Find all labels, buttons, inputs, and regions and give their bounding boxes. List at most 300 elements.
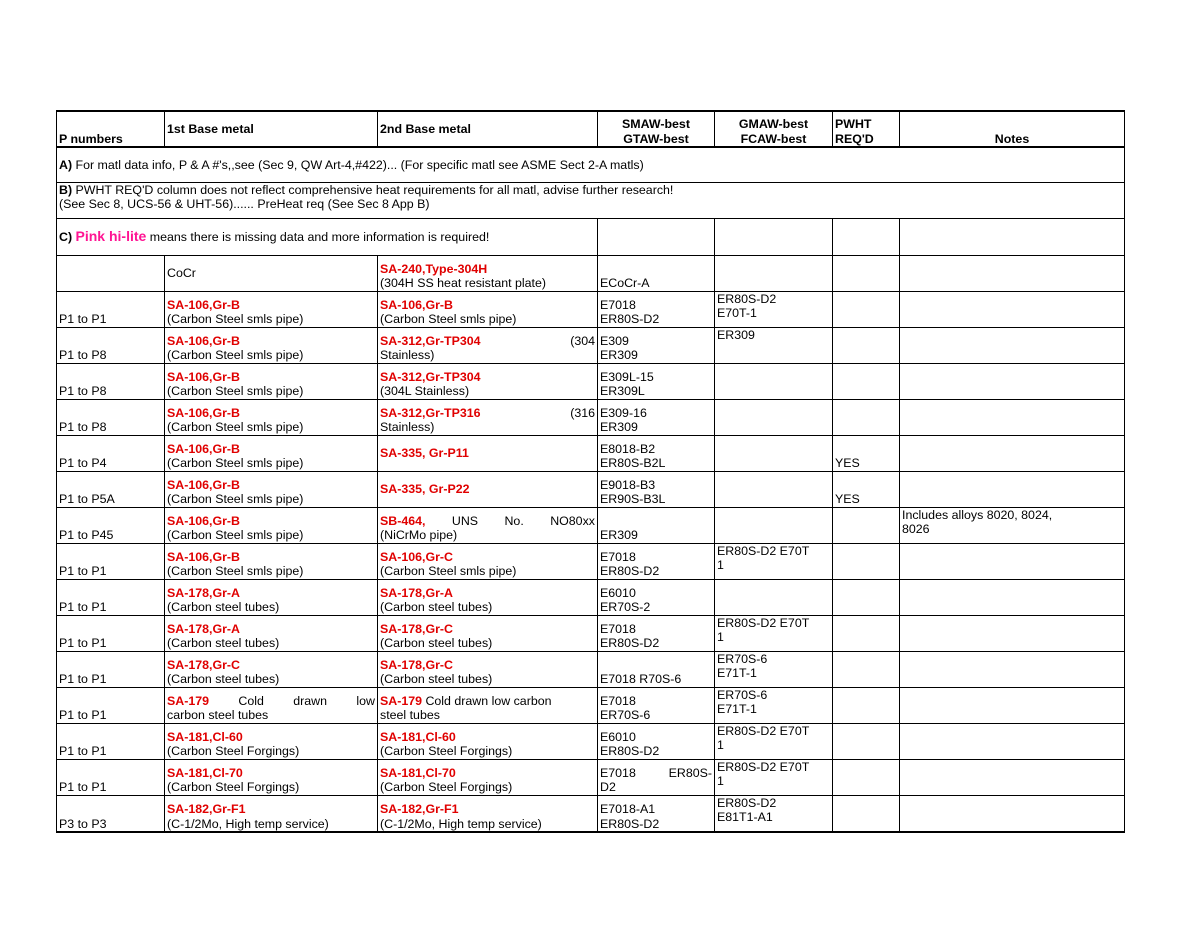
smaw-gtaw-cell	[598, 687, 715, 723]
table-row	[57, 579, 1125, 615]
base-metal-1-cell	[165, 399, 378, 435]
pwht-label: PWHT	[835, 117, 872, 132]
base-metal-2-spec: SA-106,Gr-B	[380, 297, 453, 312]
pwht-cell	[833, 507, 900, 543]
smaw-gtaw-cell	[598, 579, 715, 615]
smaw-filler: ER309	[600, 528, 638, 543]
base-metal-1-spec: SA-106,Gr-B	[167, 333, 240, 348]
gtaw-filler: ER80S-D2	[600, 564, 660, 579]
note-b-text-2: (See Sec 8, UCS-56 & UHT-56)...... PreHeat req (See Sec 8 App B)	[59, 196, 430, 211]
smaw-filler-tail: ER80S-	[668, 765, 712, 780]
base-metal-2-cell	[378, 615, 598, 651]
gmaw-fcaw-cell	[715, 543, 833, 579]
smaw-gtaw-cell	[598, 255, 715, 291]
fcaw-label: FCAW-best	[740, 131, 807, 146]
base-metal-2-spec: SA-106,Gr-C	[380, 549, 453, 564]
col-header-gmaw-fcaw	[715, 111, 833, 147]
p-number-cell	[57, 507, 165, 543]
base-metal-1-spec-word: low	[356, 693, 375, 708]
p-number-cell	[57, 579, 165, 615]
empty-cell	[715, 218, 833, 255]
gmaw-filler: ER70S-6	[717, 687, 768, 702]
p-number-cell	[57, 255, 165, 291]
gmaw-fcaw-cell	[715, 327, 833, 363]
base-metal-2-cell	[378, 651, 598, 687]
base-metal-1-desc: (Carbon Steel smls pipe)	[167, 420, 304, 435]
notes-cell	[900, 795, 1125, 832]
fcaw-filler: E71T-1	[717, 665, 757, 680]
base-metal-2-spec: SA-181,Cl-70	[380, 765, 456, 780]
note-a-label: A)	[59, 157, 73, 172]
note-c-label: C)	[59, 229, 73, 244]
gmaw-fcaw-cell	[715, 363, 833, 399]
fcaw-filler: 1	[717, 773, 724, 788]
table-row	[57, 507, 1125, 543]
gtaw-filler: ER80S-D2	[600, 312, 660, 327]
base-metal-2-cell	[378, 723, 598, 759]
gtaw-filler: ER70S-2	[600, 600, 651, 615]
gtaw-filler: ER80S-B2L	[600, 456, 666, 471]
p-number: P1 to P5A	[59, 492, 115, 507]
note-c-text: means there is missing data and more information is required!	[146, 229, 490, 244]
base-metal-1-cell	[165, 795, 378, 832]
base-metal-2-desc: (Carbon steel tubes)	[380, 600, 493, 615]
col-header-smaw-gtaw	[598, 111, 715, 147]
gtaw-filler: ECoCr-A	[600, 276, 650, 291]
p-number-cell	[57, 651, 165, 687]
smaw-filler: E7018	[600, 549, 636, 564]
base-metal-2-spec: SB-464,	[380, 513, 426, 528]
p-number-cell	[57, 795, 165, 832]
base-metal-1-cell	[165, 327, 378, 363]
base-metal-2-spec: SA-178,Gr-A	[380, 585, 453, 600]
gtaw-filler: ER309	[600, 348, 638, 363]
base-metal-1-spec-line	[167, 694, 375, 708]
smaw-filler: E6010	[600, 729, 636, 744]
note-line: Includes alloys 8020, 8024,	[902, 507, 1053, 522]
gmaw-filler: ER80S-D2	[717, 291, 777, 306]
gmaw-fcaw-cell	[715, 255, 833, 291]
base-metal-2-spec: SA-179	[380, 693, 423, 708]
smaw-line	[600, 766, 712, 780]
gmaw-fcaw-cell	[715, 471, 833, 507]
table-row	[57, 291, 1125, 327]
base-metal-2-desc: (Carbon Steel Forgings)	[380, 780, 513, 795]
table-row	[57, 723, 1125, 759]
smaw-gtaw-cell	[598, 327, 715, 363]
p-number: P1 to P1	[59, 312, 107, 327]
gmaw-filler: ER309	[717, 327, 755, 342]
base-metal-2-spec-word: UNS	[451, 513, 479, 528]
base-metal-2-spec-word: No.	[504, 513, 524, 528]
base-metal-2-spec: SA-240,Type-304H	[380, 261, 488, 276]
p-number-cell	[57, 687, 165, 723]
pwht-value: YES	[835, 456, 860, 471]
gmaw-filler: ER80S-D2 E70T	[717, 615, 810, 630]
base-metal-1-cell	[165, 435, 378, 471]
table-row	[57, 435, 1125, 471]
base-metal-2-spec-line	[380, 514, 595, 528]
notes-cell	[900, 579, 1125, 615]
base-metal-1-spec-word: Cold	[238, 693, 264, 708]
base-metal-2-desc: (Carbon Steel smls pipe)	[380, 312, 517, 327]
table-row	[57, 615, 1125, 651]
smaw-gtaw-cell	[598, 651, 715, 687]
note-c-highlight: Pink hi-lite	[75, 227, 147, 244]
base-metal-1-desc: carbon steel tubes	[167, 708, 269, 723]
notes-cell	[900, 651, 1125, 687]
notes-cell	[900, 327, 1125, 363]
pwht-cell	[833, 399, 900, 435]
gtaw-filler: ER90S-B3L	[600, 492, 666, 507]
p-number-cell	[57, 543, 165, 579]
base-metal-2-desc: Stainless)	[380, 348, 435, 363]
base-metal-1-cell	[165, 255, 378, 291]
base-metal-1-spec: SA-106,Gr-B	[167, 513, 240, 528]
pwht-cell	[833, 687, 900, 723]
notes-cell	[900, 435, 1125, 471]
base-metal-2-cell	[378, 579, 598, 615]
table-row	[57, 687, 1125, 723]
base-metal-2-desc: (304H SS heat resistant plate)	[380, 276, 546, 291]
base-metal-2-cell	[378, 435, 598, 471]
base-metal-1-desc: (Carbon steel tubes)	[167, 636, 280, 651]
base-metal-1-desc: (C-1/2Mo, High temp service)	[167, 816, 329, 831]
smaw-filler: E309-16	[600, 405, 647, 420]
base-metal-2-cell	[378, 687, 598, 723]
empty-cell	[900, 218, 1125, 255]
fcaw-filler: 1	[717, 629, 724, 644]
base-metal-1-spec: SA-106,Gr-B	[167, 369, 240, 384]
base-metal-1-spec-word: drawn	[293, 693, 327, 708]
pwht-cell	[833, 723, 900, 759]
base-metal-1-spec: SA-106,Gr-B	[167, 441, 240, 456]
p-number: P1 to P1	[59, 564, 107, 579]
gmaw-fcaw-cell	[715, 435, 833, 471]
empty-cell	[598, 218, 715, 255]
pwht-cell	[833, 759, 900, 795]
smaw-filler: E9018-B3	[600, 477, 656, 492]
pwht-cell	[833, 615, 900, 651]
gtaw-filler: ER80S-D2	[600, 744, 660, 759]
base-metal-2-spec-line	[380, 406, 595, 420]
base-metal-1-cell	[165, 759, 378, 795]
note-b-label: B)	[59, 182, 73, 197]
data-rows	[57, 255, 1125, 832]
reqd-label: REQ'D	[835, 131, 874, 146]
fcaw-filler: E71T-1	[717, 701, 757, 716]
base-metal-2-desc: (Carbon steel tubes)	[380, 672, 493, 687]
notes-cell	[900, 363, 1125, 399]
gmaw-fcaw-cell	[715, 399, 833, 435]
base-metal-1-desc: (Carbon Steel smls pipe)	[167, 564, 304, 579]
base-metal-2-cell	[378, 291, 598, 327]
note-a-text: For matl data info, P & A #'s,,see (Sec 9, QW Art-4,#422)... (For specific matl see ASME Sect 2-A matls)	[72, 157, 644, 172]
smaw-filler: E7018	[600, 621, 636, 636]
base-metal-1-desc: (Carbon Steel smls pipe)	[167, 312, 304, 327]
base-metal-2-desc: (C-1/2Mo, High temp service)	[380, 816, 542, 831]
smaw-label: SMAW-best	[622, 117, 690, 132]
base-metal-2-cell	[378, 399, 598, 435]
note-c-row	[57, 218, 1125, 255]
p-number-cell	[57, 471, 165, 507]
note-b-text: PWHT REQ'D column does not reflect comprehensive heat requirements for all matl, advise further research!	[72, 182, 674, 197]
pwht-cell	[833, 363, 900, 399]
gtaw-filler: D2	[600, 780, 616, 795]
base-metal-2-cell	[378, 543, 598, 579]
gmaw-fcaw-cell	[715, 759, 833, 795]
smaw-gtaw-cell	[598, 759, 715, 795]
p-number-cell	[57, 615, 165, 651]
base-metal-1-cell	[165, 687, 378, 723]
p-number: P1 to P1	[59, 636, 107, 651]
base-metal-2-cell	[378, 507, 598, 543]
smaw-gtaw-cell	[598, 723, 715, 759]
base-metal-2-desc: Stainless)	[380, 420, 435, 435]
table-row	[57, 399, 1125, 435]
gmaw-fcaw-cell	[715, 291, 833, 327]
note-a	[57, 147, 1125, 182]
base-metal-1-cell	[165, 723, 378, 759]
notes-cell	[900, 399, 1125, 435]
table-row	[57, 327, 1125, 363]
p-number: P1 to P45	[59, 528, 114, 543]
gmaw-filler: ER80S-D2 E70T	[717, 543, 810, 558]
base-metal-2-cell	[378, 759, 598, 795]
base-metal-2-spec: SA-312,Gr-TP304	[380, 333, 481, 348]
base-metal-2-spec: SA-335, Gr-P22	[380, 481, 470, 496]
note-b-row	[57, 182, 1125, 218]
base-metal-2-desc: (304L Stainless)	[380, 384, 470, 399]
smaw-gtaw-cell	[598, 795, 715, 832]
pwht-cell	[833, 543, 900, 579]
base-metal-1-cell	[165, 615, 378, 651]
gmaw-fcaw-cell	[715, 579, 833, 615]
smaw-filler: E6010	[600, 585, 636, 600]
gmaw-fcaw-cell	[715, 687, 833, 723]
smaw-gtaw-cell	[598, 399, 715, 435]
col-header-pwht	[833, 111, 900, 147]
gmaw-filler: ER70S-6	[717, 651, 768, 666]
p-number-cell	[57, 363, 165, 399]
smaw-gtaw-cell	[598, 291, 715, 327]
table-row	[57, 759, 1125, 795]
base-metal-1-spec: SA-181,Cl-60	[167, 729, 243, 744]
base-metal-1-desc: (Carbon steel tubes)	[167, 672, 280, 687]
gmaw-label: GMAW-best	[738, 117, 809, 132]
base-metal-2-cell	[378, 327, 598, 363]
gmaw-fcaw-cell	[715, 507, 833, 543]
base-metal-1-cell	[165, 651, 378, 687]
base-metal-1-cell	[165, 507, 378, 543]
p-number-cell	[57, 291, 165, 327]
fcaw-filler: E81T1-A1	[717, 809, 773, 824]
notes-cell	[900, 471, 1125, 507]
table-row	[57, 255, 1125, 291]
col-header-base-metal-2: 2nd Base metal	[378, 111, 598, 147]
p-number-cell	[57, 399, 165, 435]
table-row	[57, 795, 1125, 832]
base-metal-1-spec: SA-179	[167, 693, 210, 708]
note-line: 8026	[902, 521, 930, 536]
base-metal-1-spec: SA-106,Gr-B	[167, 549, 240, 564]
base-metal-2-spec-line	[380, 334, 595, 348]
base-metal-2-desc: (Carbon Steel smls pipe)	[380, 564, 517, 579]
fcaw-filler: 1	[717, 557, 724, 572]
base-metal-1-desc: (Carbon Steel smls pipe)	[167, 492, 304, 507]
p-number: P3 to P3	[59, 816, 107, 831]
smaw-filler: E309L-15	[600, 369, 654, 384]
base-metal-2-spec-word: NO80xx	[550, 513, 595, 528]
base-metal-1-spec: SA-106,Gr-B	[167, 477, 240, 492]
base-metal-1-spec: SA-178,Gr-A	[167, 621, 240, 636]
base-metal-1-spec: SA-106,Gr-B	[167, 405, 240, 420]
col-header-p-numbers: P numbers	[57, 111, 165, 147]
p-number: P1 to P1	[59, 744, 107, 759]
smaw-filler: E7018	[600, 297, 636, 312]
base-metal-2-spec: SA-312,Gr-TP304	[380, 369, 481, 384]
gmaw-filler: ER80S-D2 E70T	[717, 723, 810, 738]
base-metal-1-desc: (Carbon Steel smls pipe)	[167, 528, 304, 543]
base-metal-1-spec: CoCr	[167, 265, 196, 280]
smaw-filler: E7018	[600, 693, 636, 708]
gmaw-filler: ER80S-D2	[717, 795, 777, 810]
notes-cell	[900, 687, 1125, 723]
base-metal-1-desc: (Carbon Steel smls pipe)	[167, 348, 304, 363]
pwht-cell	[833, 327, 900, 363]
p-number-cell	[57, 759, 165, 795]
base-metal-1-spec: SA-178,Gr-A	[167, 585, 240, 600]
smaw-gtaw-cell	[598, 471, 715, 507]
note-a-row	[57, 147, 1125, 182]
base-metal-2-cell	[378, 471, 598, 507]
gtaw-filler: E7018 R70S-6	[600, 672, 682, 687]
base-metal-1-desc: (Carbon Steel Forgings)	[167, 780, 300, 795]
pwht-cell	[833, 579, 900, 615]
fcaw-filler: E70T-1	[717, 305, 757, 320]
base-metal-2-desc: steel tubes	[380, 708, 440, 723]
p-number: P1 to P8	[59, 348, 107, 363]
p-number: P1 to P8	[59, 384, 107, 399]
p-number: P1 to P1	[59, 672, 107, 687]
base-metal-1-spec: SA-106,Gr-B	[167, 297, 240, 312]
base-metal-2-spec-tail: (304	[570, 333, 595, 348]
base-metal-1-desc: (Carbon Steel smls pipe)	[167, 384, 304, 399]
base-metal-1-cell	[165, 471, 378, 507]
pwht-cell	[833, 651, 900, 687]
gtaw-filler: ER309	[600, 420, 638, 435]
table-row	[57, 363, 1125, 399]
base-metal-2-spec: SA-181,Cl-60	[380, 729, 456, 744]
pwht-cell	[833, 291, 900, 327]
base-metal-1-cell	[165, 579, 378, 615]
p-number: P1 to P1	[59, 600, 107, 615]
smaw-gtaw-cell	[598, 543, 715, 579]
base-metal-1-spec: SA-181,Cl-70	[167, 765, 243, 780]
base-metal-1-cell	[165, 291, 378, 327]
base-metal-2-desc: (Carbon Steel Forgings)	[380, 744, 513, 759]
pwht-cell	[833, 471, 900, 507]
note-b	[57, 182, 1125, 218]
table-row	[57, 471, 1125, 507]
smaw-filler: E7018-A1	[600, 802, 656, 817]
base-metal-1-cell	[165, 363, 378, 399]
p-number: P1 to P8	[59, 420, 107, 435]
pwht-cell	[833, 795, 900, 832]
gmaw-fcaw-cell	[715, 795, 833, 832]
note-c	[57, 218, 598, 255]
smaw-filler: E8018-B2	[600, 441, 656, 456]
gtaw-filler: ER80S-D2	[600, 636, 660, 651]
p-number: P1 to P1	[59, 780, 107, 795]
gmaw-fcaw-cell	[715, 723, 833, 759]
p-number-cell	[57, 435, 165, 471]
base-metal-2-spec: SA-178,Gr-C	[380, 621, 453, 636]
base-metal-1-spec: SA-182,Gr-F1	[167, 802, 246, 817]
base-metal-2-desc: (NiCrMo pipe)	[380, 528, 458, 543]
gtaw-filler: ER80S-D2	[600, 816, 660, 831]
base-metal-1-desc: (Carbon Steel smls pipe)	[167, 456, 304, 471]
gmaw-fcaw-cell	[715, 615, 833, 651]
notes-cell	[900, 507, 1125, 543]
smaw-gtaw-cell	[598, 507, 715, 543]
base-metal-2-spec: SA-178,Gr-C	[380, 657, 453, 672]
pwht-cell	[833, 435, 900, 471]
notes-cell	[900, 723, 1125, 759]
base-metal-1-spec: SA-178,Gr-C	[167, 657, 240, 672]
smaw-filler: E309	[600, 333, 629, 348]
base-metal-1-desc: (Carbon steel tubes)	[167, 600, 280, 615]
p-number-cell	[57, 327, 165, 363]
p-number: P1 to P4	[59, 456, 107, 471]
base-metal-1-cell	[165, 543, 378, 579]
base-metal-2-spec: SA-312,Gr-TP316	[380, 405, 481, 420]
fcaw-filler: 1	[717, 737, 724, 752]
base-metal-2-cell	[378, 795, 598, 832]
pwht-value: YES	[835, 492, 860, 507]
col-header-base-metal-1: 1st Base metal	[165, 111, 378, 147]
base-metal-2-cell	[378, 255, 598, 291]
smaw-gtaw-cell	[598, 615, 715, 651]
gtaw-filler: ER309L	[600, 384, 645, 399]
col-header-notes: Notes	[900, 111, 1125, 147]
pwht-cell	[833, 255, 900, 291]
base-metal-2-desc: (Carbon steel tubes)	[380, 636, 493, 651]
smaw-filler: E7018	[600, 765, 636, 780]
gmaw-fcaw-cell	[715, 651, 833, 687]
notes-cell	[900, 615, 1125, 651]
p-number: P1 to P1	[59, 708, 107, 723]
gtaw-label: GTAW-best	[623, 131, 689, 146]
base-metal-2-spec-line	[380, 694, 595, 708]
base-metal-2-spec: SA-182,Gr-F1	[380, 802, 459, 817]
table-row	[57, 651, 1125, 687]
smaw-gtaw-cell	[598, 363, 715, 399]
base-metal-2-cell	[378, 363, 598, 399]
empty-cell	[833, 218, 900, 255]
gmaw-filler: ER80S-D2 E70T	[717, 759, 810, 774]
p-number-cell	[57, 723, 165, 759]
base-metal-2-spec-tail: (316	[570, 405, 595, 420]
notes-cell	[900, 543, 1125, 579]
notes-cell	[900, 759, 1125, 795]
header-row	[57, 111, 1125, 147]
weld-filler-table	[56, 110, 1125, 833]
notes-cell	[900, 255, 1125, 291]
gtaw-filler: ER70S-6	[600, 708, 651, 723]
notes-cell	[900, 291, 1125, 327]
base-metal-1-desc: (Carbon Steel Forgings)	[167, 744, 300, 759]
